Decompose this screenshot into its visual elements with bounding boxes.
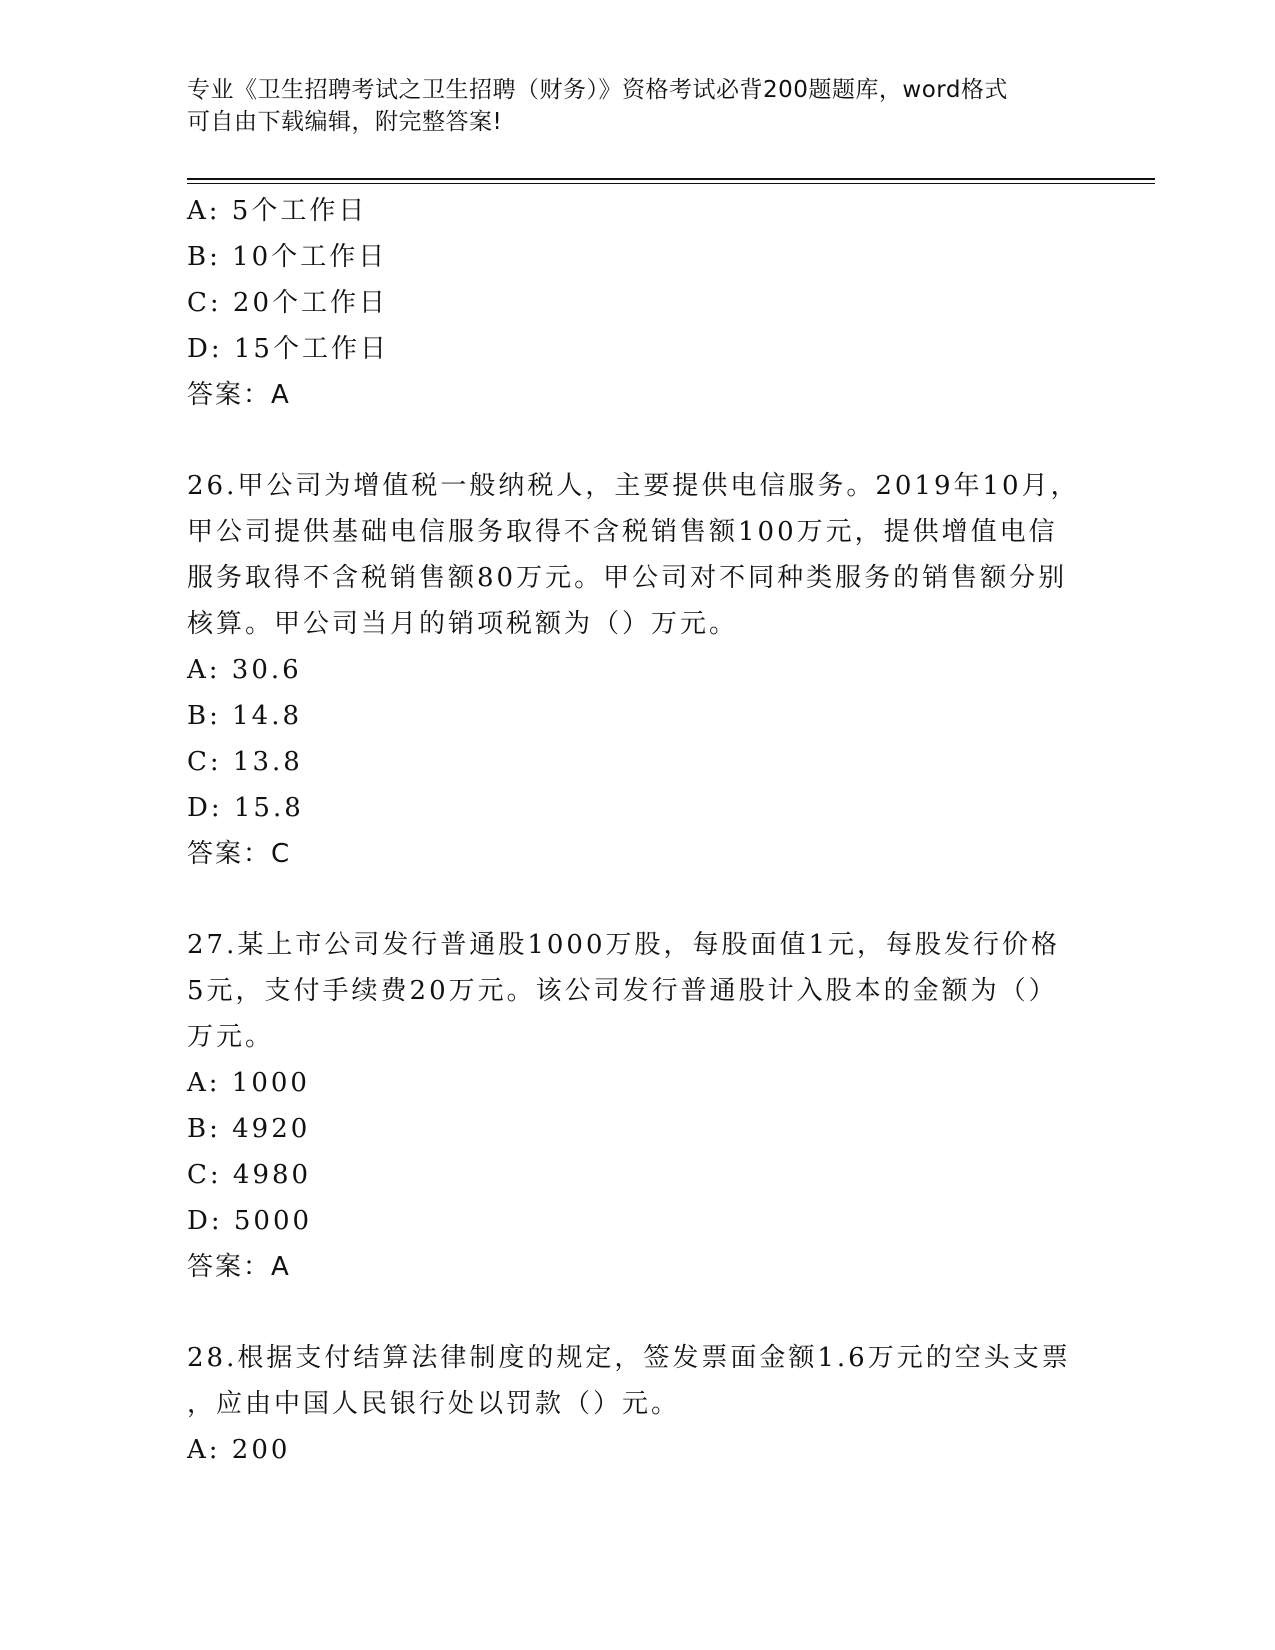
- option-d: D: 5000: [187, 1206, 313, 1236]
- option-c: C: 4980: [187, 1160, 312, 1190]
- option-b: B: 4920: [187, 1114, 311, 1144]
- question-text-line: 28.根据支付结算法律制度的规定，签发票面金额1.6万元的空头支票: [187, 1343, 1071, 1373]
- option-d: D: 15个工作日: [187, 334, 389, 364]
- question-26: [187, 463, 1087, 877]
- header-divider-thin: [187, 183, 1155, 184]
- header-line-2: 可自由下载编辑，附完整答案!: [187, 109, 503, 135]
- question-text-line: 核算。甲公司当月的销项税额为（）万元。: [187, 609, 739, 639]
- option-b: B: 10个工作日: [187, 242, 388, 272]
- question-text-line: 服务取得不含税销售额80万元。甲公司对不同种类服务的销售额分别: [187, 563, 1068, 593]
- answer: 答案：A: [187, 380, 291, 410]
- option-c: C: 20个工作日: [187, 288, 389, 318]
- question-text-line: ，应由中国人民银行处以罚款（）元。: [187, 1389, 681, 1419]
- question-28: [187, 1335, 1087, 1473]
- header-divider-thick: [187, 178, 1155, 180]
- option-c: C: 13.8: [187, 747, 303, 777]
- question-27: [187, 922, 1087, 1290]
- answer: 答案：A: [187, 1252, 291, 1282]
- option-a: A: 30.6: [187, 655, 302, 685]
- option-a: A: 200: [187, 1435, 291, 1465]
- option-a: A: 5个工作日: [187, 196, 368, 226]
- question-text-line: 甲公司提供基础电信服务取得不含税销售额100万元，提供增值电信: [187, 517, 1058, 547]
- answer: 答案：C: [187, 839, 292, 869]
- document-body: [187, 188, 1087, 1473]
- option-b: B: 14.8: [187, 701, 303, 731]
- question-text-line: 万元。: [187, 1022, 275, 1052]
- option-d: D: 15.8: [187, 793, 304, 823]
- option-a: A: 1000: [187, 1068, 310, 1098]
- document-header: [187, 74, 1067, 138]
- header-line-1: 专业《卫生招聘考试之卫生招聘（财务）》资格考试必背200题题库，word格式: [187, 77, 1008, 103]
- question-text-line: 27.某上市公司发行普通股1000万股，每股面值1元，每股发行价格: [187, 930, 1061, 960]
- question-text-line: 5元，支付手续费20万元。该公司发行普通股计入股本的金额为（）: [187, 976, 1058, 1006]
- question-25: [187, 188, 1087, 418]
- question-text-line: 26.甲公司为增值税一般纳税人，主要提供电信服务。2019年10月，: [187, 471, 1080, 501]
